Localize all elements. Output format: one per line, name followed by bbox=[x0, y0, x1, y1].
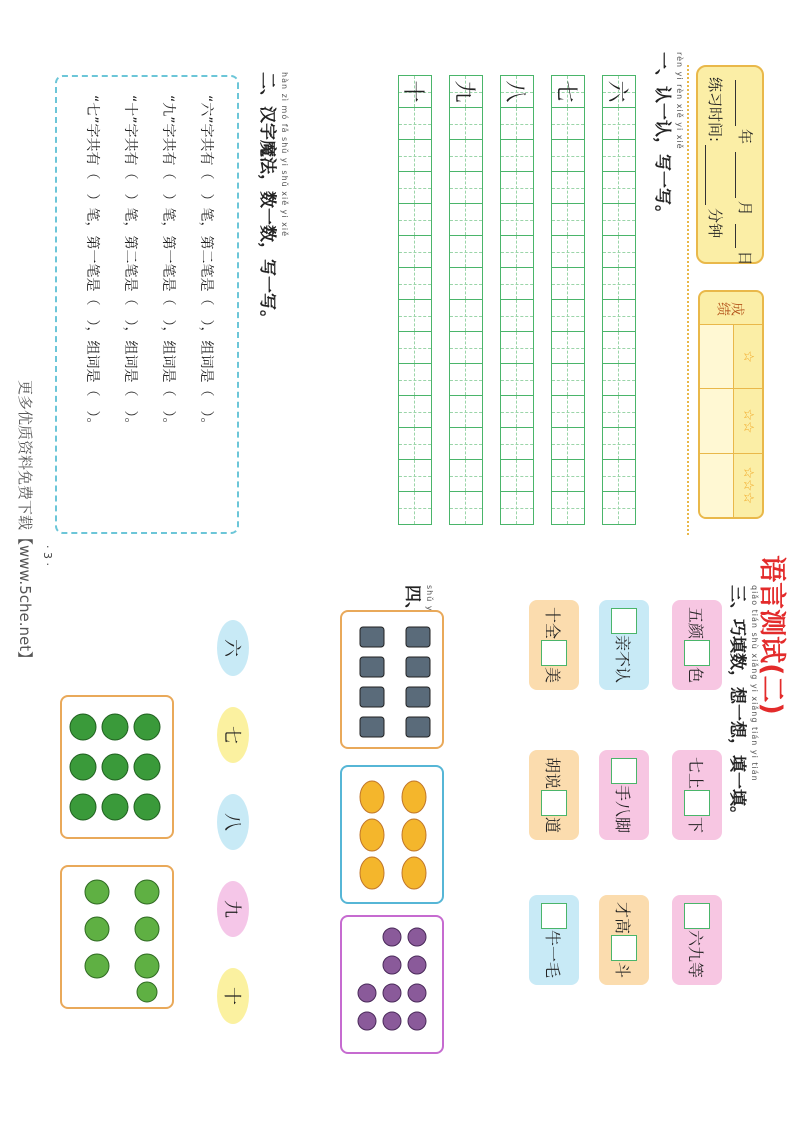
writing-cell[interactable] bbox=[501, 140, 533, 172]
writing-cell[interactable] bbox=[450, 204, 482, 236]
writing-row bbox=[551, 75, 585, 525]
writing-cell[interactable] bbox=[399, 492, 431, 524]
idiom-suffix: 斗 bbox=[613, 962, 633, 979]
writing-cell[interactable] bbox=[552, 268, 584, 300]
writing-cell[interactable] bbox=[501, 300, 533, 332]
idiom-suffix: 牛一毛 bbox=[543, 929, 563, 978]
writing-cell[interactable] bbox=[501, 364, 533, 396]
writing-cell[interactable] bbox=[501, 108, 533, 140]
idiom-card bbox=[672, 750, 722, 840]
writing-cell[interactable] bbox=[450, 492, 482, 524]
writing-row bbox=[398, 75, 432, 525]
time-label: 练习时间: bbox=[706, 77, 724, 143]
writing-cell[interactable] bbox=[552, 108, 584, 140]
score-label: 成绩 bbox=[700, 292, 762, 325]
writing-cell[interactable] bbox=[552, 364, 584, 396]
writing-row bbox=[500, 75, 534, 525]
idiom-prefix: 五颜 bbox=[686, 606, 706, 639]
writing-cell[interactable] bbox=[399, 108, 431, 140]
year-label: 年 bbox=[736, 129, 754, 145]
candy-icon bbox=[342, 767, 442, 902]
answer-box[interactable] bbox=[611, 608, 637, 634]
writing-cell[interactable] bbox=[552, 492, 584, 524]
char-oval[interactable]: 七 bbox=[217, 707, 249, 763]
idiom-prefix: 七上 bbox=[686, 756, 706, 789]
writing-cell[interactable] bbox=[399, 140, 431, 172]
picture-candies[interactable] bbox=[340, 765, 444, 904]
writing-cell[interactable] bbox=[603, 300, 635, 332]
idiom-card bbox=[529, 600, 579, 690]
writing-cell[interactable] bbox=[450, 236, 482, 268]
writing-cell[interactable] bbox=[399, 300, 431, 332]
stroke-question: “九”字共有（ ）笔，第一笔是（ ），组词是（ ）。 bbox=[160, 95, 176, 432]
writing-cell[interactable] bbox=[603, 492, 635, 524]
stroke-question: “六”字共有（ ）笔，第二笔是（ ），组词是（ ）。 bbox=[198, 95, 214, 432]
idiom-suffix: 美 bbox=[543, 667, 563, 684]
idiom-card bbox=[599, 895, 649, 985]
model-char-cell bbox=[603, 76, 635, 108]
idiom-card bbox=[599, 750, 649, 840]
writing-cell[interactable] bbox=[450, 172, 482, 204]
page-number: · 3 · bbox=[41, 545, 54, 566]
model-char: 八 bbox=[502, 80, 528, 103]
writing-cell[interactable] bbox=[399, 172, 431, 204]
writing-cell[interactable] bbox=[501, 428, 533, 460]
watermelon-icon bbox=[62, 697, 172, 837]
writing-row bbox=[602, 75, 636, 525]
date-line bbox=[735, 77, 756, 266]
writing-cell[interactable] bbox=[603, 204, 635, 236]
writing-cell[interactable] bbox=[603, 236, 635, 268]
star-icon: ☆☆☆ bbox=[733, 454, 762, 517]
picture-watermelons[interactable] bbox=[60, 695, 174, 839]
answer-box[interactable] bbox=[541, 903, 567, 929]
part3-title-text: 三、巧填数，想一想，填一填。 bbox=[727, 585, 747, 823]
writing-cell[interactable] bbox=[450, 332, 482, 364]
writing-cell[interactable] bbox=[603, 396, 635, 428]
minute-label: 分钟 bbox=[706, 208, 724, 239]
part3-title bbox=[727, 585, 759, 823]
score-table bbox=[698, 290, 764, 519]
writing-cell[interactable] bbox=[501, 460, 533, 492]
answer-box[interactable] bbox=[541, 640, 567, 666]
writing-cell[interactable] bbox=[501, 332, 533, 364]
idiom-suffix: 道 bbox=[543, 817, 563, 834]
writing-cell[interactable] bbox=[450, 460, 482, 492]
writing-cell[interactable] bbox=[399, 204, 431, 236]
idiom-prefix: 才高 bbox=[613, 901, 633, 934]
idiom-suffix: 六九等 bbox=[686, 929, 706, 978]
idiom-suffix: 手八脚 bbox=[613, 784, 633, 833]
writing-cell[interactable] bbox=[450, 140, 482, 172]
char-oval[interactable]: 八 bbox=[217, 794, 249, 850]
model-char: 七 bbox=[553, 80, 579, 103]
score-cell[interactable] bbox=[700, 325, 733, 388]
writing-cell[interactable] bbox=[501, 204, 533, 236]
writing-cell[interactable] bbox=[603, 460, 635, 492]
part2-title bbox=[257, 72, 289, 327]
char-oval[interactable]: 十 bbox=[217, 968, 249, 1024]
writing-row bbox=[449, 75, 483, 525]
plant-icon bbox=[62, 867, 172, 1007]
day-label: 日 bbox=[736, 250, 754, 266]
answer-box[interactable] bbox=[611, 758, 637, 784]
writing-cell[interactable] bbox=[399, 268, 431, 300]
stroke-question-box bbox=[55, 75, 239, 534]
writing-cell[interactable] bbox=[552, 428, 584, 460]
answer-box[interactable] bbox=[684, 790, 710, 816]
stroke-question: “七”字共有（ ）笔，第一笔是（ ），组词是（ ）。 bbox=[84, 95, 100, 432]
part1-pinyin: rèn yi rèn xiě yi xiě bbox=[675, 52, 684, 150]
writing-cell[interactable] bbox=[501, 268, 533, 300]
writing-cell[interactable] bbox=[603, 268, 635, 300]
part2-title-text: 二、汉字魔法，数一数，写一写。 bbox=[257, 72, 277, 327]
writing-cell[interactable] bbox=[501, 172, 533, 204]
writing-cell[interactable] bbox=[552, 332, 584, 364]
writing-cell[interactable] bbox=[450, 108, 482, 140]
model-char-cell bbox=[450, 76, 482, 108]
divider bbox=[687, 65, 689, 535]
footer-text[interactable]: 更多优质资料免费下载【www.5che.net】 bbox=[16, 380, 34, 667]
writing-cell[interactable] bbox=[450, 396, 482, 428]
part1-title-text: 一、认一认，写一写。 bbox=[652, 52, 672, 222]
day-blank[interactable] bbox=[735, 224, 750, 248]
picture-tops[interactable] bbox=[340, 915, 444, 1054]
picture-plants[interactable] bbox=[60, 865, 174, 1009]
model-char-cell bbox=[399, 76, 431, 108]
model-char: 六 bbox=[604, 80, 630, 103]
idiom-prefix: 十全 bbox=[543, 606, 563, 639]
star-icon: ☆☆ bbox=[733, 389, 762, 452]
model-char: 十 bbox=[400, 80, 426, 103]
idiom-suffix: 亲不认 bbox=[613, 634, 633, 683]
char-oval[interactable]: 九 bbox=[217, 881, 249, 937]
star-icon: ☆ bbox=[733, 325, 762, 388]
idiom-prefix: 胡说 bbox=[543, 756, 563, 789]
month-label: 月 bbox=[736, 200, 754, 216]
idiom-suffix: 下 bbox=[686, 817, 706, 834]
writing-cell[interactable] bbox=[603, 332, 635, 364]
stroke-question: “十”字共有（ ）笔，第二笔是（ ），组词是（ ）。 bbox=[122, 95, 138, 432]
writing-cell[interactable] bbox=[552, 172, 584, 204]
writing-cell[interactable] bbox=[450, 300, 482, 332]
page-title: 语言测试(二) bbox=[756, 555, 787, 715]
writing-cell[interactable] bbox=[501, 492, 533, 524]
writing-cell[interactable] bbox=[552, 460, 584, 492]
writing-cell[interactable] bbox=[501, 396, 533, 428]
writing-cell[interactable] bbox=[399, 396, 431, 428]
writing-cell[interactable] bbox=[603, 364, 635, 396]
time-line bbox=[705, 77, 726, 238]
idiom-card bbox=[529, 750, 579, 840]
writing-cell[interactable] bbox=[450, 364, 482, 396]
score-cell[interactable] bbox=[700, 389, 733, 452]
writing-cell[interactable] bbox=[552, 236, 584, 268]
char-oval[interactable]: 六 bbox=[217, 620, 249, 676]
idiom-card bbox=[529, 895, 579, 985]
part3-pinyin: qiǎo tián shù xiǎng yi xiǎng tián yi tián bbox=[750, 585, 759, 782]
spinning-top-icon bbox=[342, 917, 442, 1052]
writing-cell[interactable] bbox=[552, 204, 584, 236]
answer-box[interactable] bbox=[684, 903, 710, 929]
idiom-card bbox=[672, 895, 722, 985]
writing-cell[interactable] bbox=[552, 396, 584, 428]
writing-cell[interactable] bbox=[603, 428, 635, 460]
writing-cell[interactable] bbox=[603, 172, 635, 204]
picture-books[interactable] bbox=[340, 610, 444, 749]
writing-cell[interactable] bbox=[552, 140, 584, 172]
book-icon bbox=[342, 612, 442, 747]
writing-cell[interactable] bbox=[399, 428, 431, 460]
answer-box[interactable] bbox=[611, 935, 637, 961]
writing-cell[interactable] bbox=[603, 108, 635, 140]
writing-cell[interactable] bbox=[399, 332, 431, 364]
writing-cell[interactable] bbox=[552, 300, 584, 332]
answer-box[interactable] bbox=[684, 640, 710, 666]
month-blank[interactable] bbox=[735, 152, 750, 198]
year-blank[interactable] bbox=[735, 80, 750, 126]
answer-box[interactable] bbox=[541, 790, 567, 816]
idiom-suffix: 色 bbox=[686, 667, 706, 684]
model-char-cell bbox=[552, 76, 584, 108]
writing-cell[interactable] bbox=[450, 428, 482, 460]
writing-cell[interactable] bbox=[399, 236, 431, 268]
time-blank[interactable] bbox=[705, 145, 720, 205]
writing-cell[interactable] bbox=[501, 236, 533, 268]
model-char: 九 bbox=[451, 80, 477, 103]
writing-cell[interactable] bbox=[603, 140, 635, 172]
writing-cell[interactable] bbox=[399, 460, 431, 492]
model-char-cell bbox=[501, 76, 533, 108]
writing-cell[interactable] bbox=[450, 268, 482, 300]
part2-pinyin: hàn zì mó fǎ shǔ yi shǔ xiě yi xiě bbox=[280, 72, 289, 238]
idiom-card bbox=[672, 600, 722, 690]
part1-title bbox=[652, 52, 684, 222]
part4-pinyin: shǔ bbox=[425, 585, 434, 603]
writing-cell[interactable] bbox=[399, 364, 431, 396]
score-cell[interactable] bbox=[700, 454, 733, 517]
info-box bbox=[696, 65, 764, 264]
idiom-card bbox=[599, 600, 649, 690]
